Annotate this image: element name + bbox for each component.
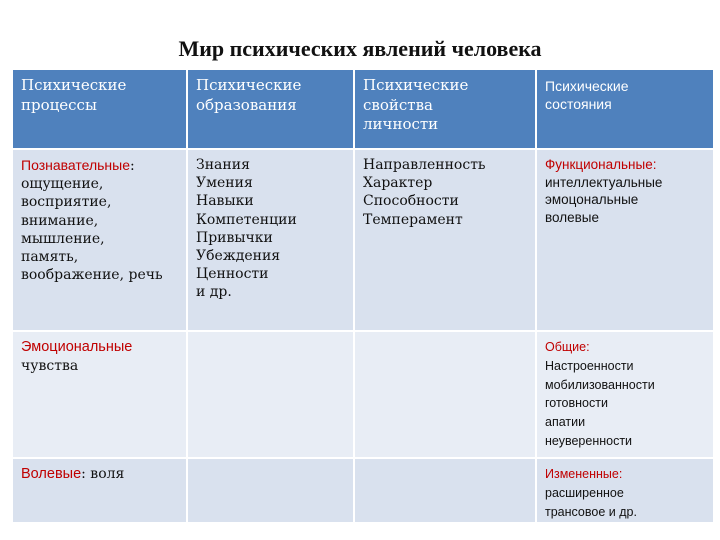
state-item: Настроенности: [545, 358, 634, 373]
row1-processes: [13, 150, 186, 330]
header-formations: [188, 70, 353, 148]
trait-item: Темперамент: [363, 211, 463, 228]
process-item: память,: [21, 248, 79, 265]
formation-item: и др.: [196, 284, 232, 301]
header-states: [537, 70, 713, 148]
cognitive-colon: :: [130, 158, 135, 174]
row1-states: [537, 150, 713, 330]
process-item: мышление,: [21, 230, 105, 247]
row3-formations: [188, 459, 353, 522]
header-states-line-1: Психические: [545, 78, 629, 94]
row1-formations: [188, 150, 353, 330]
trait-item: Характер: [363, 175, 433, 192]
altered-label: Измененные:: [545, 467, 623, 481]
psychic-phenomena-table: [13, 70, 713, 522]
row1-traits: [355, 150, 535, 330]
header-traits-line-1: Психические: [363, 76, 469, 94]
header-formations-line-2: образования: [196, 95, 297, 114]
formation-item: Знания: [196, 157, 250, 173]
formation-item: Умения: [196, 175, 253, 192]
state-item: эмоцональные: [545, 192, 639, 208]
state-item: расширенное: [545, 485, 624, 500]
state-item: трансовое и др.: [545, 504, 637, 519]
page-title: Мир психических явлений человека: [178, 36, 542, 61]
formation-item: Навыки: [196, 193, 254, 210]
row3-processes: [13, 459, 186, 522]
trait-item: Способности: [363, 193, 459, 210]
row3-states: [537, 459, 713, 522]
row3-traits: [355, 459, 535, 522]
state-item: интеллектуальные: [545, 174, 663, 190]
state-item: готовности: [545, 396, 608, 411]
formation-item: Привычки: [196, 229, 273, 246]
header-processes: [13, 70, 186, 148]
row2-states: [537, 332, 713, 457]
volitional-text: : воля: [81, 466, 125, 482]
row2-formations: [188, 332, 353, 457]
header-traits: [355, 70, 535, 148]
state-item: апатии: [545, 415, 586, 429]
general-label: Общие:: [545, 340, 590, 354]
formation-item: Компетенции: [196, 211, 297, 228]
functional-label: Функциональные:: [545, 157, 657, 172]
emotional-label: Эмоциональные: [21, 339, 133, 355]
emotional-text: чувства: [21, 357, 79, 374]
state-item: мобилизованности: [545, 377, 655, 392]
header-processes-line-2: процессы: [21, 95, 97, 114]
header-formations-line-1: Психические: [196, 76, 302, 94]
process-item: внимание,: [21, 212, 99, 229]
header-processes-line-1: Психические: [21, 76, 127, 94]
row2-traits: [355, 332, 535, 457]
process-item: восприятие,: [21, 194, 112, 211]
cognitive-label: Познавательные: [21, 157, 131, 173]
process-item: ощущение,: [21, 176, 104, 193]
row2-processes: [13, 332, 186, 457]
formation-item: Ценности: [196, 266, 269, 283]
header-traits-line-2: свойства: [363, 95, 433, 114]
formation-item: Убеждения: [196, 247, 281, 264]
state-item: неуверенности: [545, 433, 633, 448]
state-item: волевые: [545, 209, 599, 225]
trait-item: Направленность: [363, 157, 486, 173]
header-traits-line-3: личности: [363, 115, 439, 133]
header-states-line-2: состояния: [545, 96, 612, 113]
process-item: воображение, речь: [21, 267, 163, 284]
volitional-label: Волевые: [21, 466, 82, 482]
